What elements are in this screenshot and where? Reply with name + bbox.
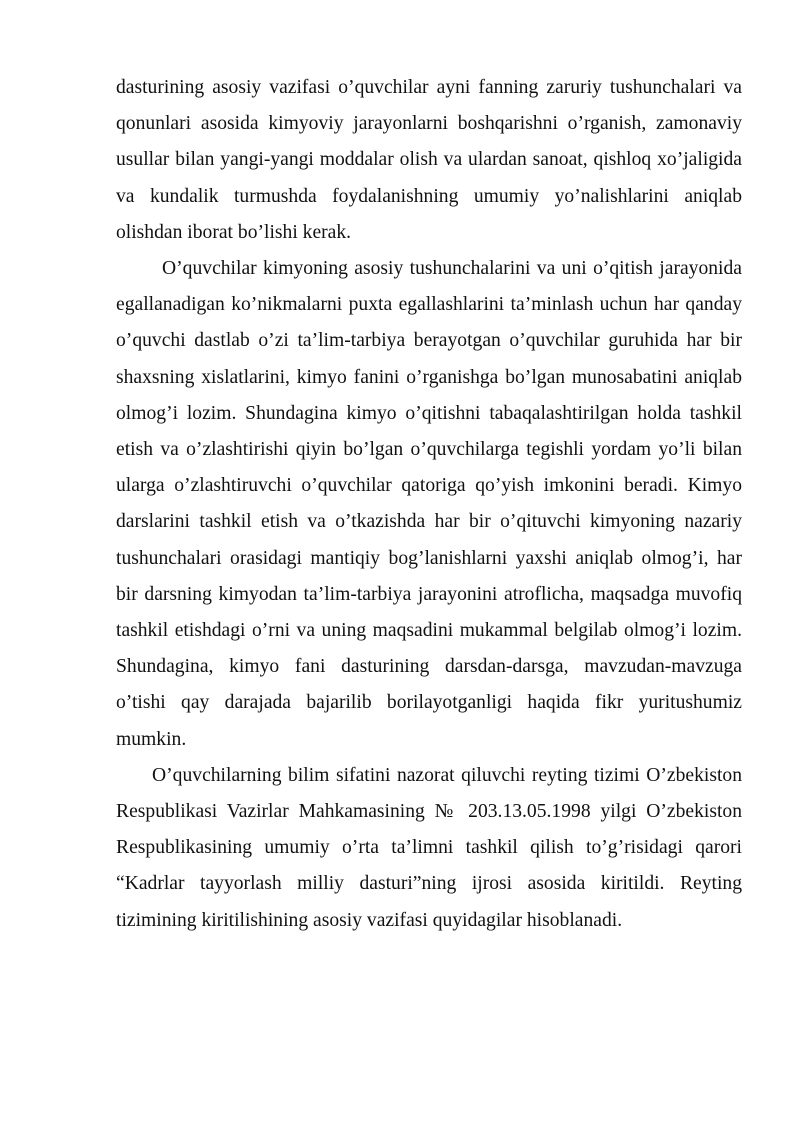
document-page [116, 70, 742, 939]
paragraph-rating-system: O’quvchilarning bilim sifatini nazorat qiluvchi reyting tizimi O’zbekiston Respublikasi Vazirlar Mahkamasining № 203.13.05.1998 yilgi O’zbekiston Respublikasining umumiy o’rta ta’limni tashkil qilish to’g’risidagi qarori “Kadrlar tayyorlash milliy dasturi”ning ijrosi asosida kiritildi. Reyting tizimining kiritilishining asosiy vazifasi quyidagilar hisoblanadi. [116, 764, 742, 931]
paragraph-continuation: dasturining asosiy vazifasi o’quvchilar ayni fanning zaruriy tushunchalari va qonunlari asosida kimyoviy jarayonlarni boshqarishni o’rganish, zamonaviy usullar bilan yangi-yangi moddalar olish va ulardan sanoat, qishloq xo’jaligida va kundalik turmushda foydalanishning umumiy yo’nalishlarini aniqlab olishdan iborat bo’lishi kerak. [116, 77, 742, 243]
paragraph-chemistry-concepts: O’quvchilar kimyoning asosiy tushunchalarini va uni o’qitish jarayonida egallanadigan ko’nikmalarni puxta egallashlarini ta’minlash uchun har qanday o’quvchi dastlab o’zi ta’lim-tarbiya berayotgan o’quvchilar guruhida har bir shaxsning xislatlarini, kimyo fanini o’rganishga bo’lgan munosabatini aniqlab olmog’i lozim. Shundagina kimyo o’qitishni tabaqalashtirilgan holda tashkil etish va o’zlashtirishi qiyin bo’lgan o’quvchilarga tegishli yordam yo’li bilan ularga o’zlashtiruvchi o’quvchilar qatoriga qo’yish imkonini beradi. Kimyo darslarini tashkil etish va o’tkazishda har bir o’qituvchi kimyoning nazariy tushunchalari orasidagi mantiqiy bog’lanishlarni yaxshi aniqlab olmog’i, har bir darsning kimyodan ta’lim-tarbiya jarayonini atroflicha, maqsadga muvofiq tashkil etishdagi o’rni va uning maqsadini mukammal belgilab olmog’i lozim. Shundagina, kimyo fani dasturining darsdan-darsga, mavzudan-mavzuga o’tishi qay darajada bajarilib borilayotganligi haqida fikr yuritushumiz mumkin. [116, 258, 742, 750]
